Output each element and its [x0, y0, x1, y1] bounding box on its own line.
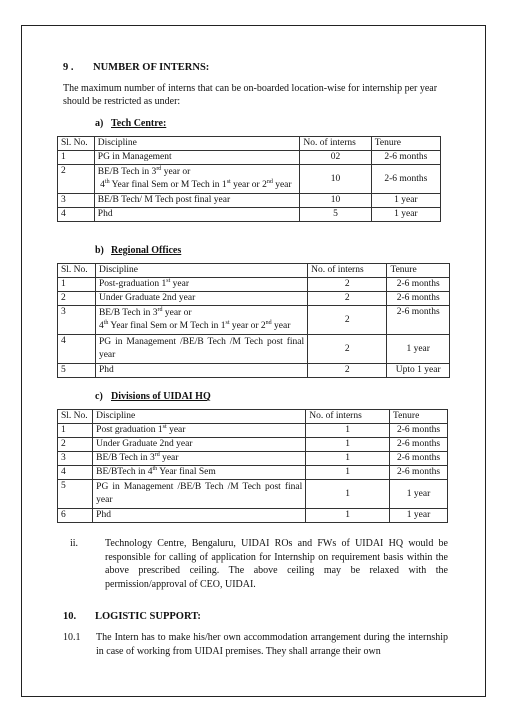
header-interns: No. of interns: [308, 264, 387, 278]
cell-sl: 3: [58, 194, 95, 208]
paragraph-text: The Intern has to make his/her own accommodation arrangement during the internship in case of working from UIDAI premises. They shall arrange their own: [96, 632, 448, 657]
table-row: [58, 466, 448, 480]
table-row: [58, 364, 450, 378]
header-discipline: Discipline: [94, 137, 300, 151]
cell-discipline: BE/B Tech/ M Tech post final year: [94, 194, 300, 208]
cell-interns: 1: [306, 452, 390, 466]
section-9-heading: [63, 62, 209, 73]
cell-interns: 1: [306, 438, 390, 452]
table-row: [58, 278, 450, 292]
subheading-title: Divisions of UIDAI HQ: [111, 391, 211, 402]
table-row: [58, 424, 448, 438]
table-row: [58, 306, 450, 335]
header-discipline: Discipline: [95, 264, 307, 278]
cell-discipline: PG in Management /BE/B Tech /M Tech post final year: [95, 335, 307, 364]
cell-interns: 10: [300, 194, 371, 208]
cell-tenure: Upto 1 year: [387, 364, 450, 378]
table-row: [58, 194, 441, 208]
cell-sl: 3: [58, 306, 96, 335]
subheading-letter: a): [95, 118, 104, 129]
cell-sl: 5: [58, 364, 96, 378]
cell-discipline: Post graduation 1st year: [93, 424, 306, 438]
cell-interns: 10: [300, 165, 371, 194]
cell-tenure: 1 year: [390, 480, 448, 509]
cell-interns: 1: [306, 480, 390, 509]
cell-interns: 1: [306, 424, 390, 438]
paragraph-text: Technology Centre, Bengaluru, UIDAI ROs and FWs of UIDAI HQ would be responsible for calling of application for Internship on requirement basis within the above prescribed ceiling. The above ceiling may be relaxed with the permission/approval of CEO, UIDAI.: [105, 538, 448, 590]
cell-tenure: 1 year: [371, 208, 440, 222]
header-interns: No. of interns: [300, 137, 371, 151]
paragraph-number: ii.: [70, 538, 79, 549]
cell-tenure: 2-6 months: [387, 278, 450, 292]
table-header-row: [58, 410, 448, 424]
subheading-letter: b): [95, 245, 104, 256]
cell-interns: 2: [308, 292, 387, 306]
table-row: [58, 480, 448, 509]
paragraph-ii: [63, 537, 448, 591]
cell-discipline: BE/B Tech in 3rd year: [93, 452, 306, 466]
cell-interns: 5: [300, 208, 371, 222]
header-tenure: Tenure: [371, 137, 440, 151]
cell-sl: 1: [58, 151, 95, 165]
cell-sl: 1: [58, 424, 93, 438]
section-number: 9 .: [63, 62, 74, 73]
cell-interns: 1: [306, 466, 390, 480]
cell-tenure: 2-6 months: [390, 438, 448, 452]
cell-discipline: Phd: [94, 208, 300, 222]
cell-sl: 5: [58, 480, 93, 509]
cell-sl: 1: [58, 278, 96, 292]
table-row: [58, 165, 441, 194]
cell-discipline: BE/B Tech in 3rd year or 4th Year final Sem or M Tech in 1st year or 2nd year: [94, 165, 300, 194]
cell-interns: 1: [306, 509, 390, 523]
table-row: [58, 335, 450, 364]
section-9-intro: The maximum number of interns that can be on-boarded location-wise for internship per year should be restricted as under:: [63, 83, 438, 107]
cell-discipline: Post-graduation 1st year: [95, 278, 307, 292]
header-discipline: Discipline: [93, 410, 306, 424]
cell-interns: 2: [308, 335, 387, 364]
section-title: NUMBER OF INTERNS:: [93, 62, 210, 73]
cell-sl: 6: [58, 509, 93, 523]
header-tenure: Tenure: [390, 410, 448, 424]
subheading-uidai-hq: [95, 391, 211, 402]
cell-interns: 2: [308, 364, 387, 378]
cell-tenure: 2-6 months: [387, 292, 450, 306]
cell-sl: 4: [58, 208, 95, 222]
cell-sl: 2: [58, 165, 95, 194]
cell-discipline: Under Graduate 2nd year: [93, 438, 306, 452]
header-sl: Sl. No.: [58, 264, 96, 278]
section-title: LOGISTIC SUPPORT:: [95, 611, 201, 622]
cell-tenure: 1 year: [387, 335, 450, 364]
cell-interns: 2: [308, 306, 387, 335]
header-sl: Sl. No.: [58, 410, 93, 424]
cell-interns: 2: [308, 278, 387, 292]
table-row: [58, 452, 448, 466]
cell-tenure: 2-6 months: [390, 466, 448, 480]
cell-discipline: BE/BTech in 4th Year final Sem: [93, 466, 306, 480]
cell-sl: 3: [58, 452, 93, 466]
cell-discipline: PG in Management: [94, 151, 300, 165]
cell-discipline: Phd: [95, 364, 307, 378]
table-row: [58, 509, 448, 523]
cell-discipline: Phd: [93, 509, 306, 523]
paragraph-10-1: [63, 631, 448, 658]
cell-tenure: 2-6 months: [371, 151, 440, 165]
cell-tenure: 2-6 months: [371, 165, 440, 194]
table-regional-offices: [57, 263, 450, 378]
table-tech-centre: [57, 136, 441, 222]
header-interns: No. of interns: [306, 410, 390, 424]
cell-tenure: 2-6 months: [387, 306, 450, 335]
subheading-letter: c): [95, 391, 103, 402]
section-number: 10.: [63, 611, 77, 622]
table-row: [58, 292, 450, 306]
cell-tenure: 1 year: [371, 194, 440, 208]
table-row: [58, 151, 441, 165]
cell-sl: 4: [58, 335, 96, 364]
cell-sl: 2: [58, 292, 96, 306]
header-sl: Sl. No.: [58, 137, 95, 151]
table-header-row: [58, 264, 450, 278]
subheading-title: Tech Centre:: [111, 118, 167, 129]
cell-sl: 2: [58, 438, 93, 452]
subheading-tech-centre: [95, 118, 166, 129]
cell-interns: 02: [300, 151, 371, 165]
header-tenure: Tenure: [387, 264, 450, 278]
cell-tenure: 2-6 months: [390, 452, 448, 466]
table-row: [58, 208, 441, 222]
cell-discipline: PG in Management /BE/B Tech /M Tech post final year: [93, 480, 306, 509]
paragraph-number: 10.1: [63, 632, 81, 643]
section-10-heading: [63, 611, 201, 622]
table-uidai-hq: [57, 409, 448, 523]
cell-discipline: Under Graduate 2nd year: [95, 292, 307, 306]
table-row: [58, 438, 448, 452]
table-header-row: [58, 137, 441, 151]
subheading-title: Regional Offices: [111, 245, 182, 256]
cell-sl: 4: [58, 466, 93, 480]
cell-discipline: BE/B Tech in 3rd year or 4th Year final Sem or M Tech in 1st year or 2nd year: [95, 306, 307, 335]
cell-tenure: 2-6 months: [390, 424, 448, 438]
subheading-regional-offices: [95, 245, 181, 256]
cell-tenure: 1 year: [390, 509, 448, 523]
